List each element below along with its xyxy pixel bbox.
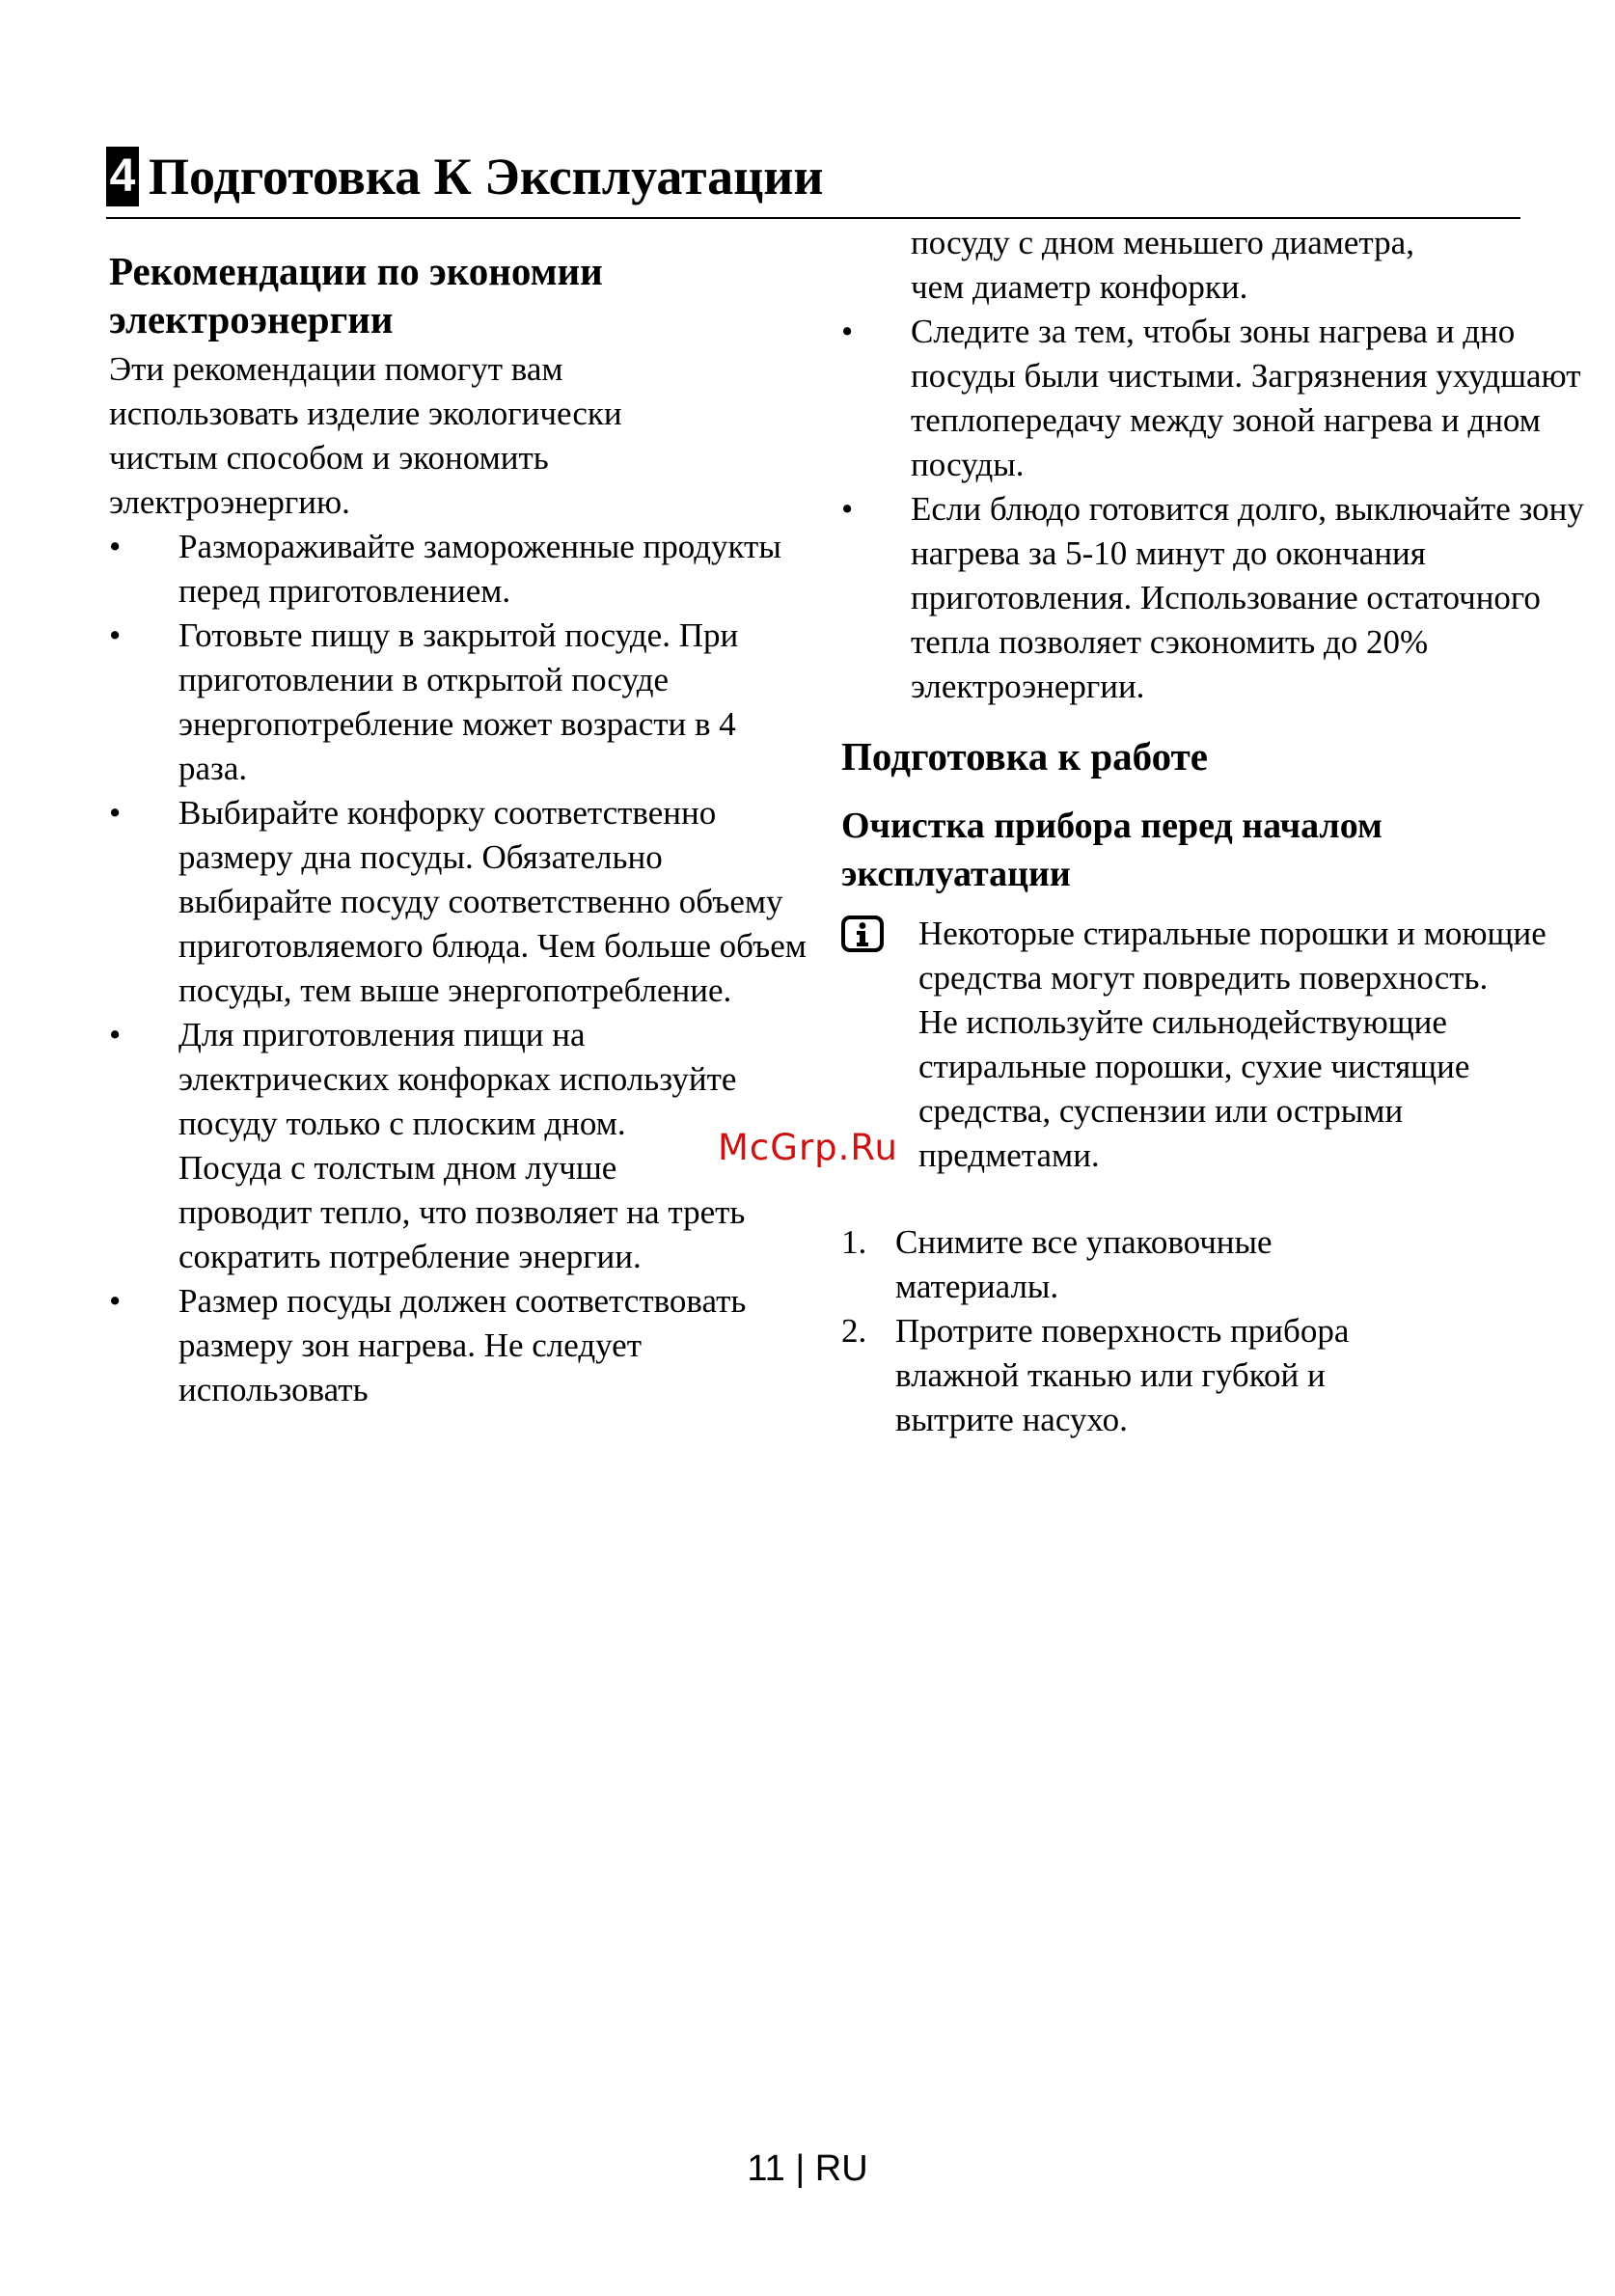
right-column: [841, 221, 1584, 1442]
bullet-mark: •: [109, 1282, 122, 1320]
left-column: [109, 247, 807, 1412]
bullet-mark: •: [109, 616, 122, 654]
list-item: [841, 1220, 1420, 1309]
list-item-text: Для приготовления пищи на электрических конфорках используйте посуду только с плоским дном.: [178, 1016, 737, 1142]
chapter-number-badge: 4: [106, 147, 139, 206]
step-number: 1.: [841, 1223, 867, 1261]
list-item: [109, 525, 796, 614]
bullet-mark: •: [109, 794, 122, 832]
note-instruction-text: Не используйте сильнодействующие стиральные порошки, сухие чистящие средства, суспензии или острыми предметами.: [918, 1003, 1470, 1174]
chapter-title: Подготовка К Эксплуатации: [149, 148, 824, 205]
list-item-text: Выбирайте конфорку соответственно размеру дна посуды. Обязательно выбирайте посуду соответственно объему приготовляемого блюда. Чем больше объем посуды, тем выше энергопотребление.: [178, 794, 807, 1009]
bullet-mark: •: [841, 490, 854, 528]
cleaning-steps-list: [841, 1220, 1420, 1442]
bullet-mark: •: [109, 528, 122, 565]
list-item: [841, 487, 1586, 709]
list-item-text: Если блюдо готовится долго, выключайте зону нагрева за 5-10 минут до окончания приготовления. Использование остаточного тепла позволяет сэкономить до 20% электроэнергии.: [911, 490, 1584, 705]
step-number: 2.: [841, 1312, 867, 1350]
step-text: Протрите поверхность прибора влажной тканью или губкой и вытрите насухо.: [895, 1312, 1350, 1438]
intro-paragraph: Эти рекомендации помогут вам использовать изделие экологически чистым способом и экономить электроэнергию.: [109, 350, 622, 521]
list-item-text: Размораживайте замороженные продукты перед приготовлением.: [178, 528, 781, 610]
list-item: [109, 791, 815, 1013]
energy-tips-list: [109, 525, 807, 1412]
section-heading-energy: Рекомендации по экономии электроэнергии: [109, 249, 603, 342]
list-item: [841, 310, 1586, 487]
list-item-text: Готовьте пищу в закрытой посуде. При приготовлении в открытой посуде энергопотребление может возрасти в 4 раза.: [178, 616, 739, 787]
list-item-text: Следите за тем, чтобы зоны нагрева и дно посуды были чистыми. Загрязнения ухудшают теплопередачу между зоной нагрева и дном посуды.: [911, 313, 1581, 483]
bullet-mark: •: [109, 1016, 122, 1053]
info-note: [841, 912, 1574, 1178]
step-text: Снимите все упаковочные материалы.: [895, 1223, 1273, 1305]
list-item: [109, 1013, 748, 1279]
list-item: [109, 1279, 796, 1412]
list-item: [841, 1309, 1420, 1442]
list-item: [109, 614, 796, 791]
energy-tips-list-continued: [841, 310, 1584, 709]
bullet-mark: •: [841, 313, 854, 350]
watermark: McGrp.Ru: [718, 1127, 898, 1168]
section-heading-preparation: Подготовка к работе: [841, 734, 1208, 779]
page-footer: 11 | RU: [747, 2148, 868, 2189]
chapter-header: [106, 147, 824, 206]
chapter-divider: [106, 217, 1520, 219]
note-warning-text: Некоторые стиральные порошки и моющие средства могут повредить поверхность.: [918, 915, 1547, 997]
list-item-continuation: посуду с дном меньшего диаметра, чем диаметр конфорки.: [911, 224, 1414, 306]
list-item-continuation: Посуда с толстым дном лучше проводит тепло, что позволяет на треть сократить потребление энергии.: [178, 1149, 746, 1275]
subsection-heading-cleaning: Очистка прибора перед началом эксплуатации: [841, 806, 1382, 894]
info-icon: [841, 916, 884, 952]
list-item-text: Размер посуды должен соответствовать размеру зон нагрева. Не следует использовать: [178, 1282, 747, 1408]
